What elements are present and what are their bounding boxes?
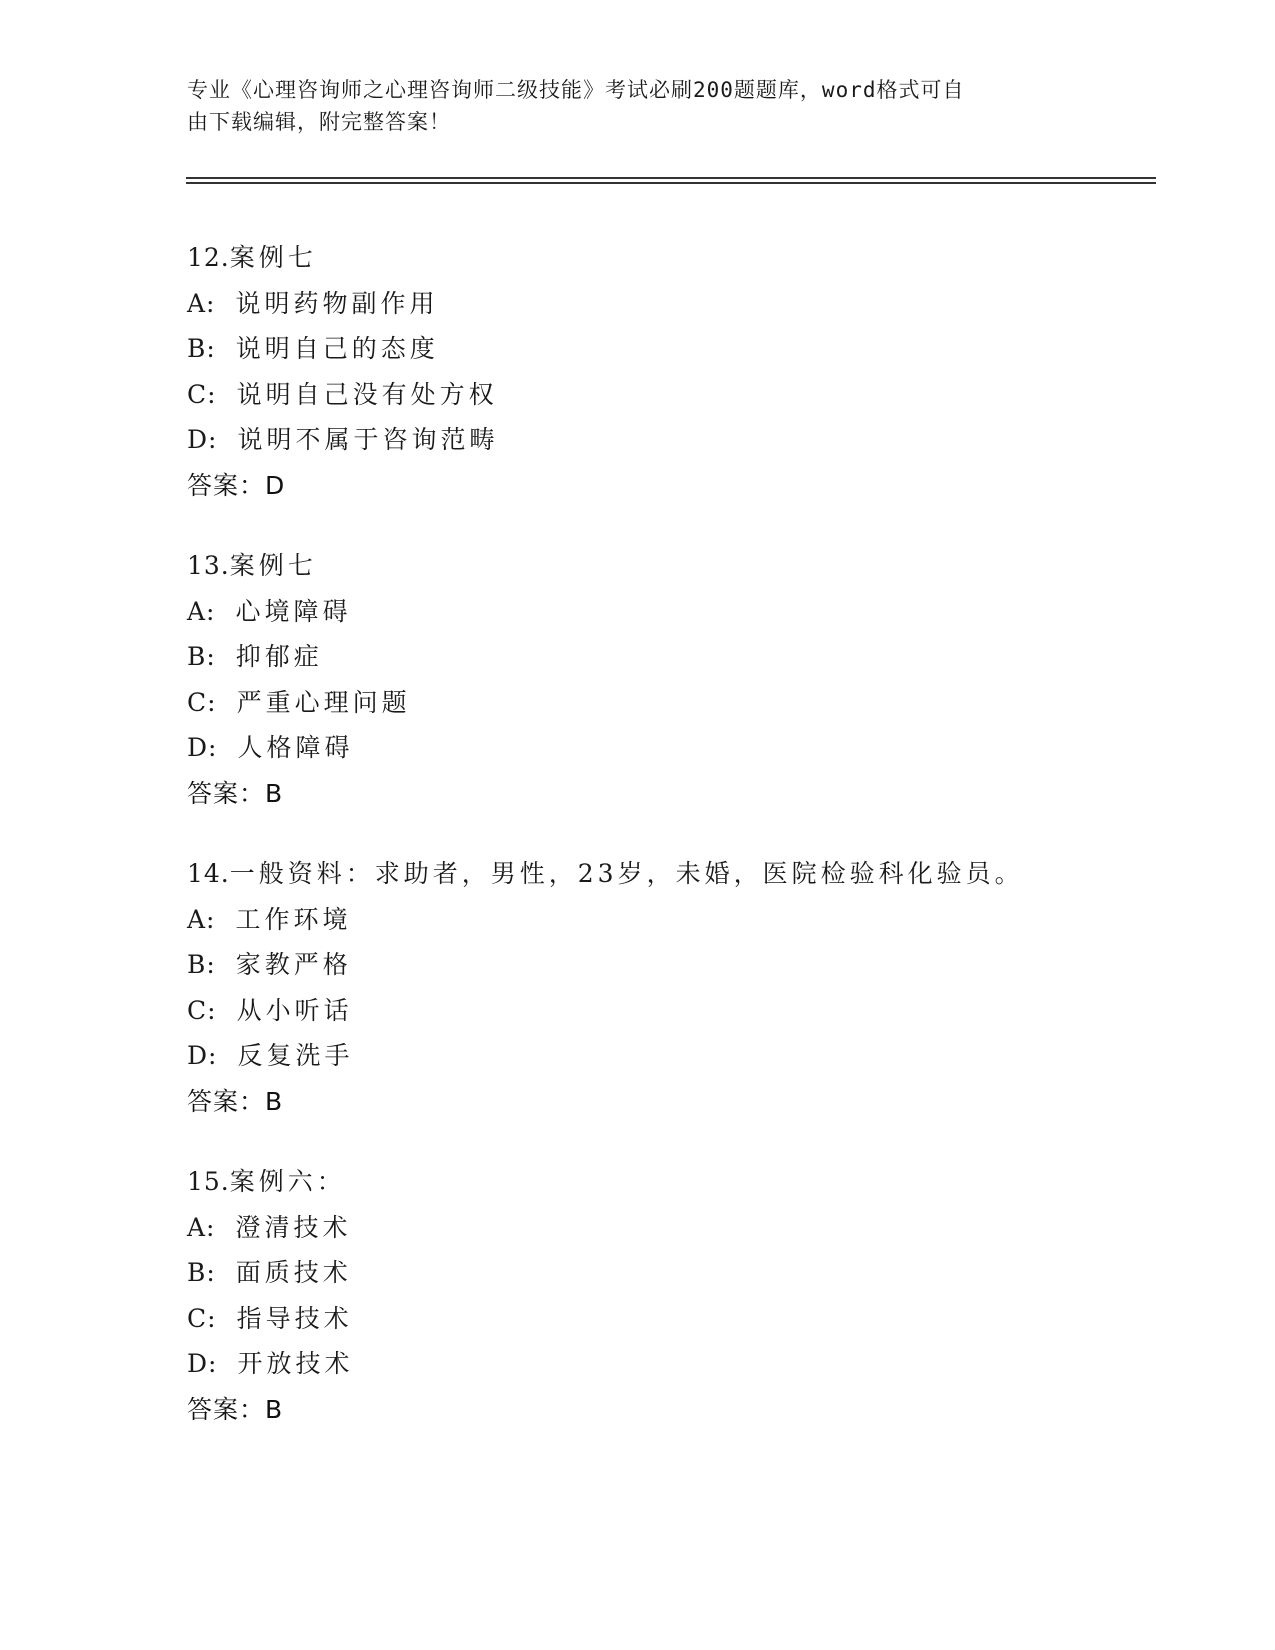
option-b xyxy=(187,326,1187,372)
option-b xyxy=(187,942,1187,988)
option-text: 说明自己的态度 xyxy=(235,334,439,363)
option-text: 家教严格 xyxy=(235,950,352,979)
option-letter: C: xyxy=(187,1303,217,1333)
option-text: 说明药物副作用 xyxy=(235,288,439,318)
option-text: 指导技术 xyxy=(236,1303,353,1333)
question-14 xyxy=(187,851,1187,1124)
option-text: 抑郁症 xyxy=(235,642,323,671)
option-text: 说明不属于咨询范畴 xyxy=(237,425,499,454)
option-letter: A: xyxy=(187,904,216,934)
option-letter: D: xyxy=(187,733,218,762)
option-letter: D: xyxy=(187,425,218,454)
question-text: 案例七 xyxy=(229,243,317,272)
option-c xyxy=(187,372,1187,418)
header-line-2: 由下载编辑，附完整答案！ xyxy=(187,110,451,134)
option-text: 说明自己没有处方权 xyxy=(236,379,498,409)
option-text: 反复洗手 xyxy=(237,1041,354,1070)
answer-line: 答案：D xyxy=(187,470,286,500)
question-15 xyxy=(187,1159,1187,1432)
option-text: 严重心理问题 xyxy=(236,687,411,717)
option-letter: B: xyxy=(187,1258,216,1287)
option-letter: A: xyxy=(187,1212,216,1242)
question-stem xyxy=(187,851,1187,897)
option-c xyxy=(187,1296,1187,1342)
question-12 xyxy=(187,235,1187,508)
option-c xyxy=(187,988,1187,1034)
option-text: 从小听话 xyxy=(236,995,353,1025)
question-text: 案例六： xyxy=(229,1167,346,1196)
option-b xyxy=(187,634,1187,680)
question-text: 一般资料：求助者，男性，23岁，未婚，医院检验科化验员。 xyxy=(229,859,1024,888)
option-letter: B: xyxy=(187,334,216,363)
question-list xyxy=(187,235,1187,1467)
option-d xyxy=(187,1341,1187,1387)
option-text: 开放技术 xyxy=(237,1349,354,1378)
question-stem xyxy=(187,235,1187,281)
option-letter: A: xyxy=(187,596,216,626)
option-text: 工作环境 xyxy=(235,904,352,934)
option-text: 面质技术 xyxy=(235,1258,352,1287)
question-number: 13. xyxy=(187,551,230,580)
option-a xyxy=(187,281,1187,327)
question-number: 12. xyxy=(187,243,230,272)
option-c xyxy=(187,680,1187,726)
option-letter: D: xyxy=(187,1041,218,1070)
question-number: 14. xyxy=(187,859,230,888)
question-stem xyxy=(187,1159,1187,1205)
header-divider-bottom xyxy=(186,182,1156,184)
option-letter: C: xyxy=(187,687,217,717)
option-a xyxy=(187,589,1187,635)
answer-line: 答案：B xyxy=(187,778,284,808)
question-number: 15. xyxy=(187,1167,230,1196)
option-a xyxy=(187,1205,1187,1251)
option-d xyxy=(187,725,1187,771)
option-letter: D: xyxy=(187,1349,218,1378)
option-letter: B: xyxy=(187,950,216,979)
option-a xyxy=(187,897,1187,943)
option-text: 澄清技术 xyxy=(235,1212,352,1242)
header-line-1: 专业《心理咨询师之心理咨询师二级技能》考试必刷200题题库，word格式可自 xyxy=(187,78,965,102)
question-13 xyxy=(187,543,1187,816)
answer-line: 答案：B xyxy=(187,1086,284,1116)
question-stem xyxy=(187,543,1187,589)
option-letter: B: xyxy=(187,642,216,671)
document-header xyxy=(187,74,1067,138)
option-letter: A: xyxy=(187,288,216,318)
option-text: 人格障碍 xyxy=(237,733,354,762)
answer-line: 答案：B xyxy=(187,1394,284,1424)
option-d xyxy=(187,1033,1187,1079)
option-d xyxy=(187,417,1187,463)
option-letter: C: xyxy=(187,379,217,409)
option-text: 心境障碍 xyxy=(235,596,352,626)
option-letter: C: xyxy=(187,995,217,1025)
option-b xyxy=(187,1250,1187,1296)
question-text: 案例七 xyxy=(229,551,317,580)
header-divider-top xyxy=(186,177,1156,179)
